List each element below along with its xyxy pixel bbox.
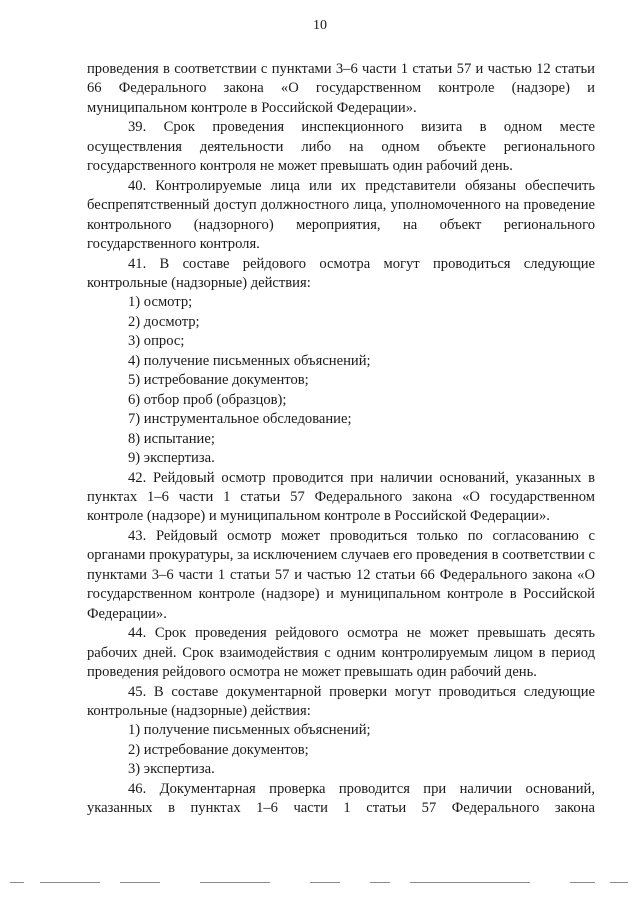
- list-item: 1) осмотр;: [128, 294, 193, 311]
- list-item: 9) экспертиза.: [128, 450, 215, 467]
- paragraph-40: 40. Контролируемые лица или их представители обязаны обеспечить беспрепятственный доступ должностного лица, уполномоченного на проведение контрольного (надзорного) мероприятия, на объект регионального государственного контроля.: [87, 177, 595, 253]
- list-item: 3) опрос;: [128, 333, 185, 350]
- list-item: 8) испытание;: [128, 430, 215, 447]
- paragraph-41: 41. В составе рейдового осмотра могут проводиться следующие контрольные (надзорные) действия:: [87, 255, 595, 291]
- scan-artifact-strip: [10, 880, 630, 886]
- paragraph-continuation: проведения в соответствии с пунктами 3–6 части 1 статьи 57 и частью 12 статьи 66 Федерального закона «О государственном контроле (надзоре) и муниципальном контроле в Российской Федерации».: [87, 61, 595, 116]
- paragraph-42: 42. Рейдовый осмотр проводится при наличии оснований, указанных в пунктах 1–6 части 1 статьи 57 Федерального закона «О государственном контроле (надзоре) и муниципальном контроле в Российской Федерации».: [87, 469, 595, 525]
- document-body: [87, 60, 595, 819]
- list-item: 3) экспертиза.: [128, 761, 215, 778]
- list-item: 2) истребование документов;: [128, 741, 309, 758]
- paragraph-45: 45. В составе документарной проверки могут проводиться следующие контрольные (надзорные) действия:: [87, 683, 595, 719]
- paragraph-39: 39. Срок проведения инспекционного визита в одном месте осуществления деятельности либо на одном объекте регионального государственного контроля не может превышать один рабочий день.: [87, 119, 595, 175]
- list-item: 1) получение письменных объяснений;: [128, 722, 371, 739]
- page-number: 10: [313, 18, 327, 33]
- paragraph-46: 46. Документарная проверка проводится при наличии оснований, указанных в пунктах 1–6 части 1 статьи 57 Федерального закона: [87, 780, 595, 817]
- list-item: 4) получение письменных объяснений;: [128, 352, 371, 369]
- list-item: 2) досмотр;: [128, 313, 200, 330]
- list-item: 6) отбор проб (образцов);: [128, 391, 287, 408]
- list-item: 5) истребование документов;: [128, 372, 309, 389]
- paragraph-43: 43. Рейдовый осмотр может проводиться только по согласованию с органами прокуратуры, за исключением случаев его проведения в соответствии с пунктами 3–6 части 1 статьи 57 и частью 12 статьи 66 Федерального закона «О государственном контроле (надзоре) и муниципальном контроле в Российской Федерации».: [87, 527, 595, 622]
- paragraph-44: 44. Срок проведения рейдового осмотра не может превышать десять рабочих дней. Срок взаимодействия с одним контролируемым лицом в период проведения рейдового осмотра не может превышать один рабочий день.: [87, 625, 595, 681]
- list-item: 7) инструментальное обследование;: [128, 411, 352, 428]
